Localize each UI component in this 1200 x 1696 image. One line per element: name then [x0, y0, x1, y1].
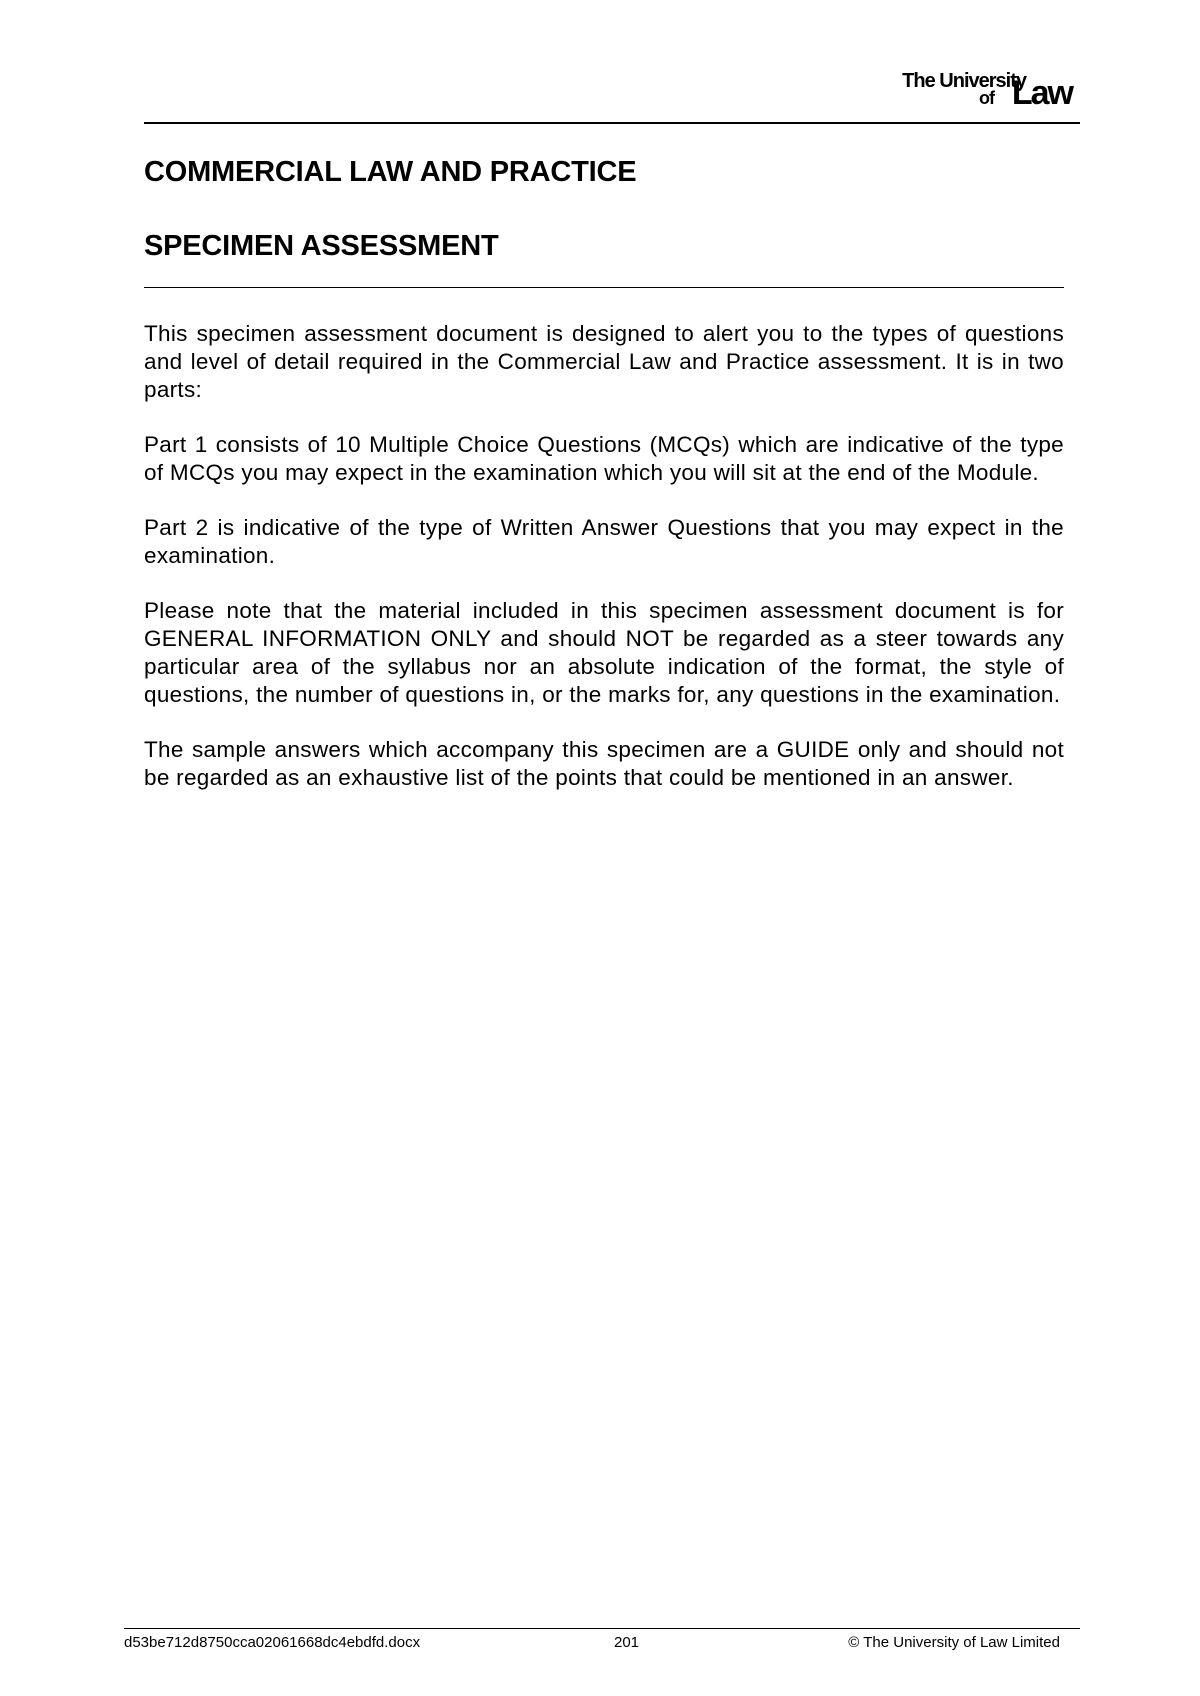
document-title: COMMERCIAL LAW AND PRACTICE [144, 156, 637, 188]
footer-page-number: 201 [614, 1634, 640, 1651]
footer-copyright: © The University of Law Limited [848, 1634, 1060, 1651]
footer-filename: d53be712d8750cca02061668dc4ebdfd.docx [124, 1634, 421, 1651]
title-divider [144, 287, 1064, 288]
header-divider [144, 122, 1080, 124]
logo-text-of: of [979, 88, 994, 108]
logo-text-university: The University [902, 70, 1026, 92]
sample-answers-paragraph: The sample answers which accompany this specimen are a GUIDE only and should not be regarded as an exhaustive list of the points that could be mentioned in an answer. [144, 737, 1064, 790]
footer-divider [124, 1628, 1080, 1629]
document-body [144, 320, 1064, 819]
document-subtitle: SPECIMEN ASSESSMENT [144, 230, 499, 262]
disclaimer-paragraph: Please note that the material included in this specimen assessment document is for GENERAL INFORMATION ONLY and should NOT be regarded as a steer towards any particular area of the syllabus nor an absolute indication of the format, the style of questions, the number of questions in, or the marks for, any questions in the examination. [144, 598, 1064, 707]
logo-text-law: Law [1011, 74, 1072, 112]
intro-paragraph: This specimen assessment document is designed to alert you to the types of questions and level of detail required in the Commercial Law and Practice assessment. It is in two parts: [144, 321, 1064, 402]
part-2-paragraph: Part 2 is indicative of the type of Written Answer Questions that you may expect in the examination. [144, 515, 1064, 568]
part-1-paragraph: Part 1 consists of 10 Multiple Choice Questions (MCQs) which are indicative of the type of MCQs you may expect in the examination which you will sit at the end of the Module. [144, 432, 1064, 485]
university-logo [852, 66, 1072, 112]
